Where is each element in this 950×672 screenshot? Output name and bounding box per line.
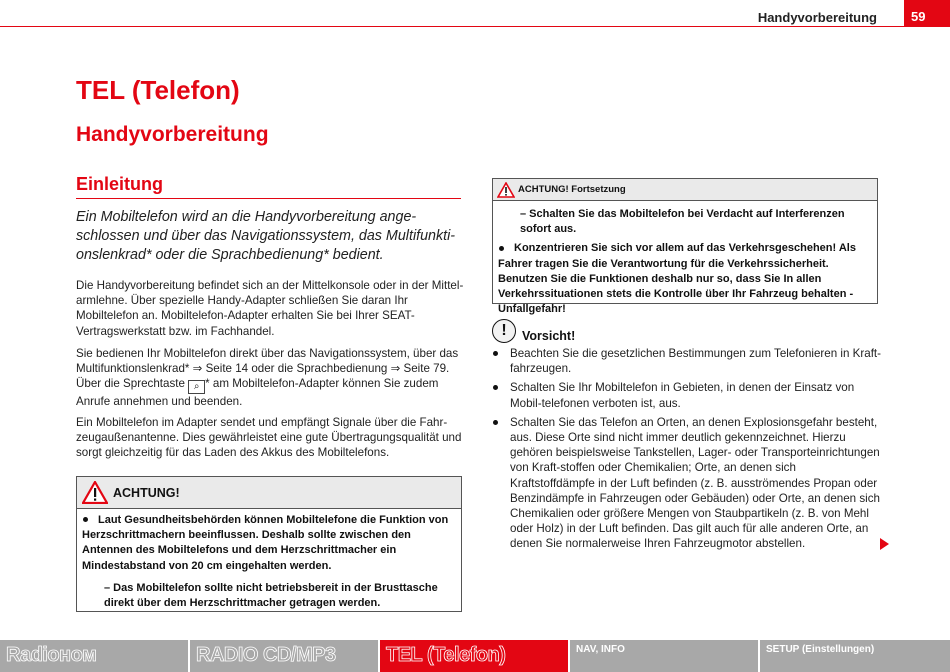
warning-left-subitem: – Das Mobiltelefon sollte nicht betriebsbereit in der Brusttasche direkt über dem Herzschrittmacher getragen werden.: [104, 581, 438, 610]
warning-right-item: [498, 241, 871, 317]
caution-item: [492, 346, 882, 376]
bullet-icon: [493, 385, 498, 390]
caution-list: [492, 346, 882, 556]
paragraph-location: Die Handyvorbereitung befindet sich an der Mittelkonsole oder in der Mittel-armlehne. Über spezielle Handy-Adapter schließen Sie daran Ihr Mobiltelefon an. Mobiltelefon-Adapter erhalten Sie bei Ihrer SEAT-Vertragswerkstatt bzw. im Fachhandel.: [76, 279, 464, 338]
page-number: 59: [904, 0, 950, 27]
caution-item: [492, 380, 882, 410]
chapter-title: TEL (Telefon): [76, 75, 240, 105]
caution-title: Vorsicht!: [522, 329, 576, 343]
tab-setup[interactable]: SETUP (Einstellungen): [760, 640, 950, 672]
bullet-icon: [83, 517, 88, 522]
warning-triangle-icon: [82, 481, 108, 504]
tab-radio[interactable]: Radioном: [0, 640, 188, 672]
warning-box-right: [492, 178, 878, 316]
footer-tabs: [0, 640, 950, 672]
intro-text: Ein Mobiltelefon wird an die Handyvorbereitung ange-schlossen und über das Navigationssystem, das Multifunkti-onslenkrad* oder die Sprachbedienung* bedient.: [76, 209, 456, 263]
warning-triangle-icon: [497, 182, 515, 198]
warning-left-item: [82, 513, 455, 574]
paragraph-operation: [76, 346, 466, 410]
caution-exclamation-icon: !: [492, 319, 516, 343]
tab-radio-cd-mp3[interactable]: RADIO CD/MP3: [190, 640, 378, 672]
tab-nav-info[interactable]: NAV, INFO: [570, 640, 758, 672]
bullet-icon: [493, 351, 498, 356]
warning-left-item-text: Laut Gesundheitsbehörden können Mobiltelefone die Funktion von Herzschrittmachern beeinflussen. Deshalb sollte zwischen den Antennen des Mobiltelefons und dem Herzschrittmacher ein Mindestabstand von 20 cm eingehalten werden.: [82, 514, 449, 572]
subsection-rule: [76, 198, 461, 199]
warning-box-left: [76, 476, 462, 612]
warning-box-left-header: [77, 477, 461, 509]
warning-box-left-title: ACHTUNG!: [113, 486, 180, 500]
caution-item: [492, 415, 882, 552]
bullet-icon: [499, 246, 504, 251]
tab-tel-telefon[interactable]: TEL (Telefon): [380, 640, 568, 672]
caution-item-text: Schalten Sie Ihr Mobiltelefon in Gebieten, in denen der Einsatz von Mobil-telefonen verboten ist, aus.: [510, 381, 855, 410]
running-header-title: Handyvorbereitung: [757, 10, 877, 25]
warning-box-left-body: [77, 509, 461, 611]
warning-right-item-text: Konzentrieren Sie sich vor allem auf das Verkehrsgeschehen! Als Fahrer tragen Sie die Verantwortung für die Verkehrssicherheit. Benutzen Sie die Funktionen deshalb nur so, dass Sie In allen Verkehrssituationen stets die Kontrolle über Ihr Fahrzeug behalten - Unfallgefahr!: [498, 242, 856, 316]
caution-item-text: Schalten Sie das Telefon an Orten, an denen Explosionsgefahr besteht, aus. Diese Orte sind nicht immer deutlich gekennzeichnet. Hierzu gehören beispielsweise Tankstellen, Lager- oder Transporteinrichtungen von Kraft-stoffen oder Chemikalien; Orte, an denen sich Kraftstoffdämpfe in der Luft befinden (z. B. ausströmendes Propan oder Benzindämpfe in Fahrzeugen oder Gebäuden) oder Orte, an denen sich Chemikalien oder größere Mengen von Staubpartikeln (z. B. von Mehl oder Holz) in der Luft befinden. Das gilt auch für alle anderen Orte, an denen Sie normalerweise Ihren Fahrzeugmotor abstellen.: [510, 415, 880, 551]
talk-key-icon: ⌕: [188, 380, 205, 394]
bullet-icon: [493, 420, 498, 425]
paragraph-operation-b: * am Mobiltelefon-Adapter können Sie zudem Anrufe annehmen und beenden.: [76, 377, 439, 409]
paragraph-operation-a: Sie bedienen Ihr Mobiltelefon direkt über das Navigationssystem, über das Multifunktionslenkrad* ⇒ Seite 14 oder die Sprachbedienung ⇒ Seite 79. Über die Sprechtaste: [76, 347, 459, 391]
section-title: Handyvorbereitung: [76, 123, 269, 146]
next-page-arrow-icon[interactable]: [880, 538, 889, 550]
warning-right-subitem: – Schalten Sie das Mobiltelefon bei Verdacht auf Interferenzen sofort aus.: [520, 208, 845, 236]
caution-item-text: Beachten Sie die gesetzlichen Bestimmungen zum Telefonieren in Kraft-fahrzeugen.: [510, 347, 881, 376]
paragraph-antenna: Ein Mobiltelefon im Adapter sendet und empfängt Signale über die Fahr-zeugaußenantenne. Dies gewährleistet eine gute Übertragungsqualität und sorgt gleichzeitig für das Laden des Akkus des Mobiltelefons.: [76, 416, 462, 460]
subsection-title: Einleitung: [76, 174, 163, 194]
warning-box-right-title: ACHTUNG! Fortsetzung: [518, 184, 626, 195]
warning-box-right-body: [493, 201, 877, 317]
warning-box-right-header: [493, 179, 877, 201]
header-rule: [0, 26, 904, 27]
